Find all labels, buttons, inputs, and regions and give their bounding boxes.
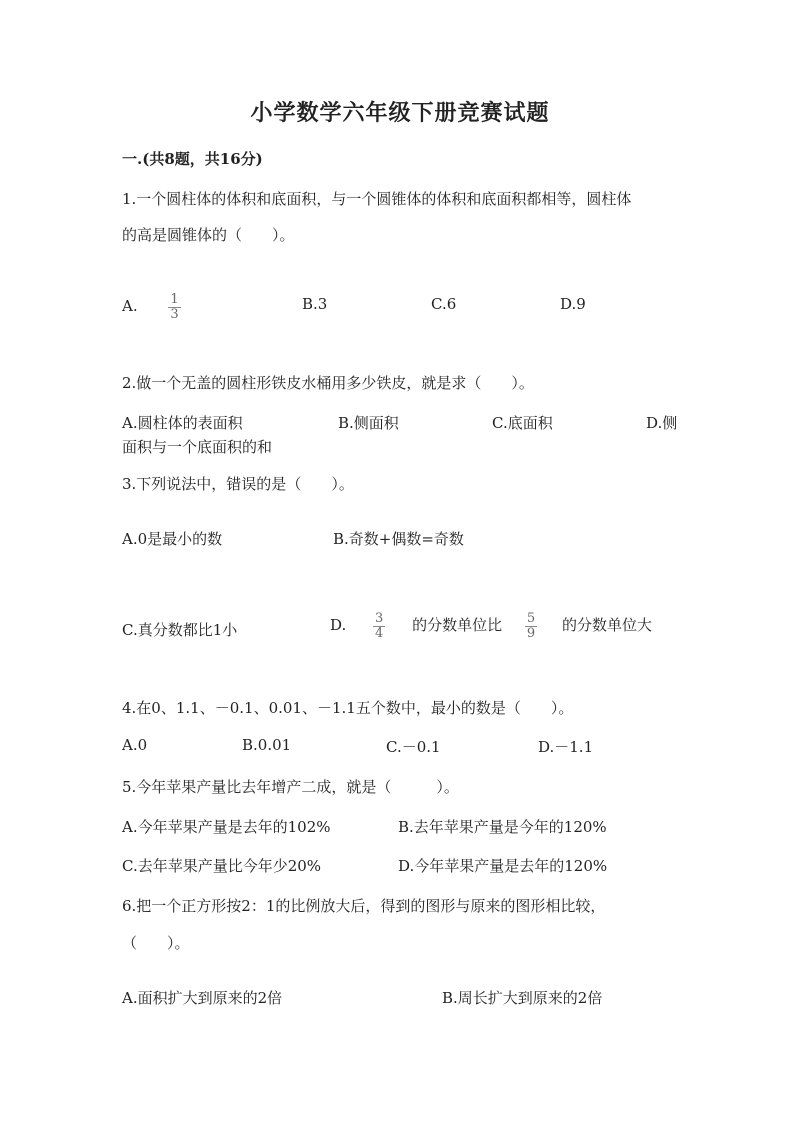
fraction-one-third [168,293,180,321]
question-6-option-b[interactable]: B.周长扩大到原来的2倍 [442,989,603,1007]
question-6-option-a[interactable]: A.面积扩大到原来的2倍 [122,989,283,1007]
question-4-option-b[interactable]: B.0.01 [242,736,292,754]
question-3-option-c[interactable]: C.真分数都比1小 [122,621,238,639]
question-1-line-1: 1.一个圆柱体的体积和底面积，与一个圆锥体的体积和底面积都相等，圆柱体 [122,190,632,208]
question-2-option-b[interactable]: B.侧面积 [338,414,399,432]
question-5-option-a[interactable]: A.今年苹果产量是去年的102% [122,818,331,836]
question-4-option-c[interactable]: C.－0.1 [386,738,441,756]
question-4-option-d[interactable]: D.－1.1 [538,738,594,756]
question-1-option-c[interactable]: C.6 [431,295,457,313]
question-3-option-a[interactable]: A.0是最小的数 [122,530,223,548]
question-5-text: 5.今年苹果产量比去年增产二成，就是（ ）。 [122,778,459,796]
question-5-option-d[interactable]: D.今年苹果产量是去年的120% [398,857,608,875]
section-heading: 一.(共8题，共16分) [122,150,263,168]
question-4-text: 4.在0、1.1、－0.1、0.01、－1.1五个数中，最小的数是（ ）。 [122,699,574,717]
question-3-option-d[interactable] [330,612,652,640]
question-2-option-d[interactable]: D.侧 [646,414,678,432]
option-d-label: D. [330,616,347,635]
question-5-option-c[interactable]: C.去年苹果产量比今年少20% [122,857,322,875]
option-d-middle-text: 的分数单位比 [412,616,503,635]
fraction-denominator: 3 [170,306,179,322]
question-6-line-1: 6.把一个正方形按2：1的比例放大后，得到的图形与原来的图形相比较， [122,897,606,915]
question-3-option-b[interactable]: B.奇数+偶数=奇数 [333,530,464,548]
question-1-option-d[interactable]: D.9 [560,295,586,313]
option-a-label: A. [122,297,138,316]
question-1-line-2: 的高是圆锥体的（ ）。 [122,226,295,244]
question-2-option-d-continued: 面积与一个底面积的和 [122,438,273,456]
question-1-option-a[interactable] [122,293,181,321]
fraction-numerator: 5 [526,611,536,626]
question-5-option-b[interactable]: B.去年苹果产量是今年的120% [398,818,607,836]
question-4-option-a[interactable]: A.0 [122,736,148,754]
question-2-option-a[interactable]: A.圆柱体的表面积 [122,414,243,432]
fraction-numerator: 1 [170,292,179,307]
question-2-text: 2.做一个无盖的圆柱形铁皮水桶用多少铁皮，就是求（ ）。 [122,374,534,392]
fraction-five-ninths [525,612,537,640]
question-3-text: 3.下列说法中，错误的是（ ）。 [122,475,354,493]
page-title: 小学数学六年级下册竞赛试题 [250,100,550,126]
fraction-denominator: 4 [375,625,384,641]
fraction-three-quarters [373,612,385,640]
fraction-numerator: 3 [375,611,384,626]
question-2-option-c[interactable]: C.底面积 [492,414,553,432]
fraction-denominator: 9 [526,625,536,641]
question-6-line-2: （ ）。 [122,934,190,952]
option-d-end-text: 的分数单位大 [561,616,652,635]
question-1-option-b[interactable]: B.3 [302,295,328,313]
